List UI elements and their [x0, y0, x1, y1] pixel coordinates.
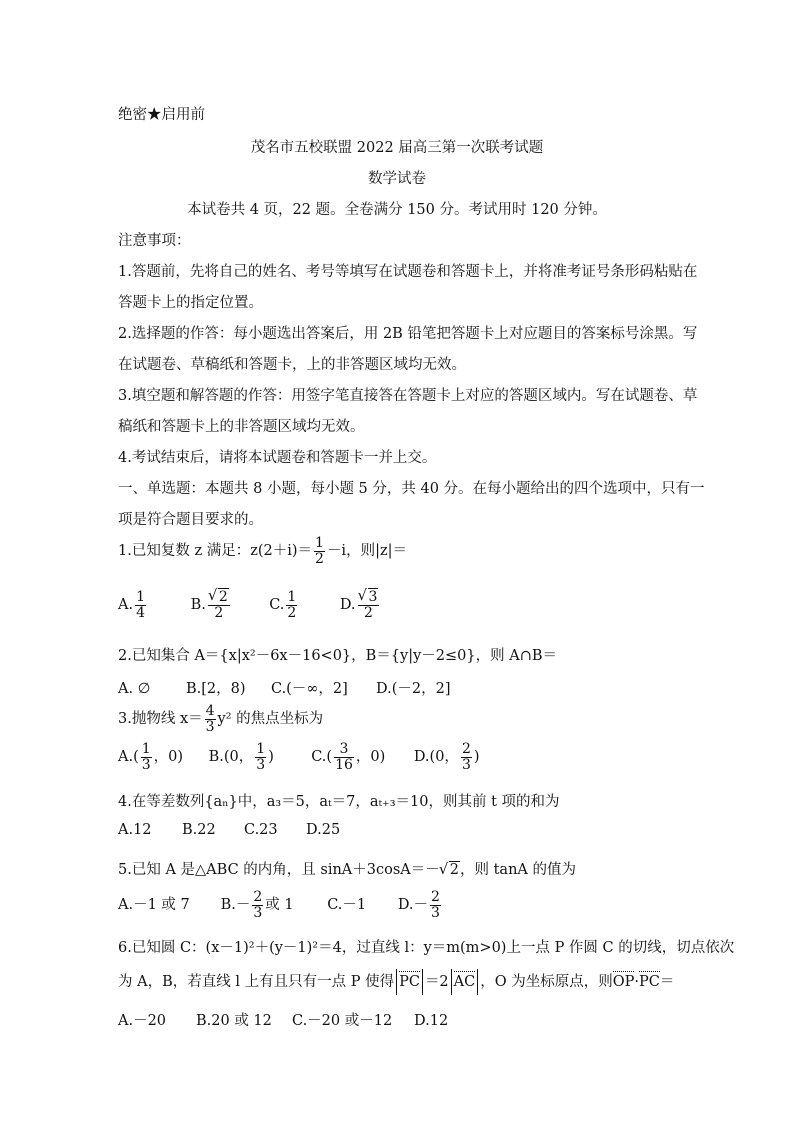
question-4-stem: 4.在等差数列{aₙ}中，a₃＝5，aₜ＝7，aₜ₊₃＝10，则其前 t 项的和为 [118, 794, 560, 810]
subject-title: 数学试卷 [368, 171, 426, 187]
question-5-options [118, 890, 443, 920]
exam-info: 本试卷共 4 页，22 题。全卷满分 150 分。考试用时 120 分钟。 [187, 202, 607, 218]
option-b: B.(0， $\frac{1}{3}$ ) [208, 741, 274, 773]
option-b: B.22 [182, 822, 216, 838]
vector-pc: PC [639, 974, 660, 990]
option-c: C.－1 [327, 897, 367, 914]
option-a: A. ∅ [118, 681, 151, 697]
option-d: D.(－2，2] [376, 681, 451, 697]
note-line: 3.填空题和解答题的作答：用签字笔直接答在答题卡上对应的答题区域内。写在试题卷、草 [118, 388, 698, 404]
option-b: B.－ $\frac{2}{3}$ 或 1 [220, 889, 294, 921]
question-3-stem: 3.抛物线 x＝ $\frac{4}{3}$ y² 的焦点坐标为 [118, 703, 324, 735]
question-2-stem: 2.已知集合 A＝{x|x²－6x－16<0}，B＝{y|y－2≤0}，则 A∩B＝ [118, 648, 558, 664]
option-b: B.20 或 12 [196, 1013, 272, 1029]
question-1-options [118, 590, 381, 620]
section-heading-cont: 项是符合题目要求的。 [118, 512, 263, 528]
question-4-options [118, 822, 340, 838]
note-line: 答题卡上的指定位置。 [118, 295, 263, 311]
note-line: 1.答题前，先将自己的姓名、考号等填写在试题卷和答题卡上，并将准考证号条形码粘贴在 [118, 264, 698, 280]
note-line: 在试题卷、草稿纸和答题卡，上的非答题区域均无效。 [118, 357, 466, 373]
notes-heading: 注意事项： [118, 233, 191, 249]
secret-mark: 绝密★启用前 [118, 107, 205, 123]
note-line: 4.考试结束后，请将本试题卷和答题卡一并上交。 [118, 450, 437, 466]
vector-ac: AC [453, 974, 476, 990]
option-d: D.25 [306, 822, 341, 838]
option-d: D.(0， $\frac{2}{3}$ ) [413, 741, 480, 773]
option-d: D.－ $\frac{2}{3}$ [397, 889, 440, 921]
fraction: $\frac{1}{2}$ [315, 535, 324, 567]
option-c: C.－20 或－12 [292, 1013, 393, 1029]
option-a: A.－1 或 7 [118, 897, 190, 914]
option-c: C.(－∞，2] [271, 681, 348, 697]
vector-pc: PC [399, 974, 420, 990]
option-a: A.( $\frac{1}{3}$ ，0) [118, 741, 184, 773]
option-a: A.12 [118, 822, 152, 838]
question-6-stem: 6.已知圆 C：(x－1)²＋(y－1)²＝4，过直线 l：y＝m(m>0)上一点 P 作圆 C 的切线，切点依次 [118, 940, 735, 956]
option-c: C.23 [244, 822, 278, 838]
question-2-options [118, 677, 450, 698]
option-a: A. $\frac{1}{4}$ [118, 589, 146, 621]
note-line: 稿纸和答题卡上的非答题区域均无效。 [118, 419, 365, 435]
exam-title: 茂名市五校联盟 2022 届高三第一次联考试题 [250, 140, 544, 156]
question-3-options [118, 742, 480, 772]
question-5-stem: 5.已知 A 是△ABC 的内角，且 sinA＋3cosA＝－√ 2，则 tanA 的值为 [118, 858, 576, 879]
question-6-stem-cont: 为 A，B，若直线 l 上有且只有一点 P 使得 PC ＝2 AC ，O 为坐标原点，则OP·PC＝ [118, 969, 674, 995]
option-c: C. $\frac{1}{2}$ [269, 589, 297, 621]
section-heading: 一、单选题：本题共 8 小题，每小题 5 分，共 40 分。在每小题给出的四个选项中，只有一 [118, 481, 705, 497]
option-b: B. √ $\frac{2}{2}$ [191, 590, 265, 620]
question-6-options [118, 1009, 448, 1030]
option-c: C.( $\frac{3}{16}$ ，0) [311, 741, 386, 773]
note-line: 2.选择题的作答：每小题选出答案后，用 2B 铅笔把答题卡上对应题目的答案标号涂黑。写 [118, 326, 698, 342]
option-d: D.12 [414, 1013, 449, 1029]
option-a: A.－20 [118, 1013, 167, 1029]
option-d: D. √ $\frac{3}{2}$ [340, 590, 382, 620]
vector-op: OP [612, 974, 635, 990]
question-1-stem: 1.已知复数 z 满足：z(2＋i)＝ $\frac{1}{2}$ －i，则|z|＝ [118, 535, 407, 567]
option-b: B.[2，8) [186, 681, 246, 697]
